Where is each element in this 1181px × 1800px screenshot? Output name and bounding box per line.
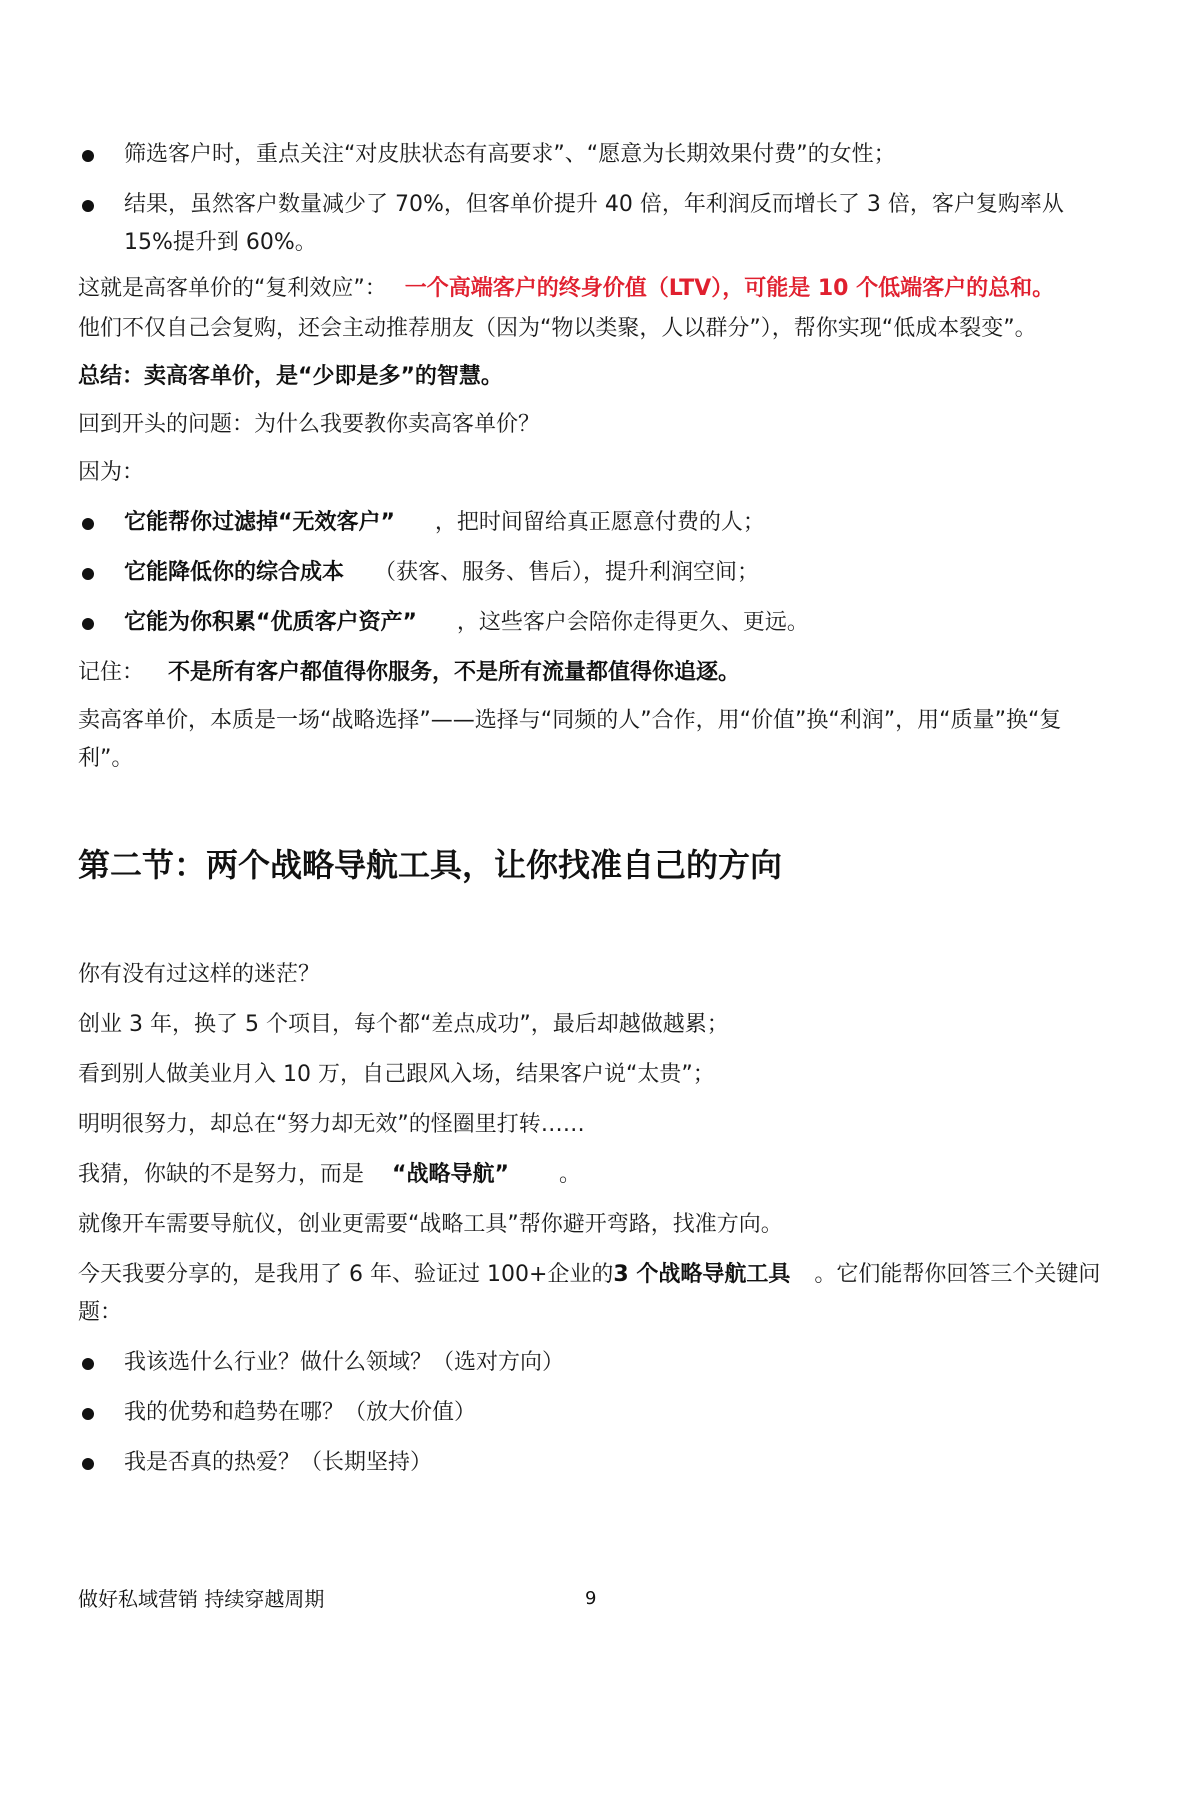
remember-line: 记住： 不是所有客户都值得你服务，不是所有流量都值得你追逐。 bbox=[78, 660, 741, 685]
list-item: 筛选客户时，重点关注“对皮肤状态有高要求”、“愿意为长期效果付费”的女性； bbox=[78, 136, 1111, 174]
footer-title: 做好私域营销 持续穿越周期 bbox=[78, 1587, 325, 1611]
compound-effect-continuation: 他们不仅自己会复购，还会主动推荐朋友（因为“物以类聚，人以群分”），帮你实现“低成本裂变”。 bbox=[78, 316, 1037, 341]
section-title: 第二节：两个战略导航工具，让你找准自己的方向 bbox=[78, 846, 783, 884]
question-item: 我是否真的热爱？（长期坚持） bbox=[78, 1444, 1111, 1482]
intro-line: 明明很努力，却总在“努力却无效”的怪圈里打转…… bbox=[78, 1112, 585, 1137]
analogy-line: 就像开车需要导航仪，创业更需要“战略工具”帮你避开弯路，找准方向。 bbox=[78, 1212, 783, 1237]
summary-text: 总结：卖高客单价，是“少即是多”的智慧。 bbox=[78, 364, 503, 389]
intro-line: 你有没有过这样的迷茫？ bbox=[78, 962, 321, 987]
compound-effect-line: 这就是高客单价的“复利效应”： 一个高端客户的终身价值（LTV），可能是 10 个低端客户的总和。 bbox=[78, 276, 1055, 301]
question-text: 回到开头的问题：为什么我要教你卖高客单价？ bbox=[78, 412, 541, 437]
reason-item: 它能帮你过滤掉“无效客户” ，把时间留给真正愿意付费的人； bbox=[78, 504, 1111, 542]
guess-line: 我猜，你缺的不是努力，而是 “战略导航” 。 bbox=[78, 1162, 581, 1187]
question-item: 我该选什么行业？做什么领域？（选对方向） bbox=[78, 1344, 1111, 1382]
ltv-highlight: 一个高端客户的终身价值（LTV），可能是 10 个低端客户的总和。 bbox=[404, 276, 1055, 301]
essence-paragraph: 卖高客单价，本质是一场“战略选择”——选择与“同频的人”合作，用“价值”换“利润”，用“质量”换“复利”。 bbox=[78, 708, 1062, 771]
because-text: 因为： bbox=[78, 460, 145, 485]
reason-item: 它能降低你的综合成本 （获客、服务、售后），提升利润空间； bbox=[78, 554, 1111, 592]
intro-line: 创业 3 年，换了 5 个项目，每个都“差点成功”，最后却越做越累； bbox=[78, 1012, 729, 1037]
share-paragraph: 今天我要分享的，是我用了 6 年、验证过 100+企业的3 个战略导航工具 。它们能帮你回答三个关键问题： bbox=[78, 1262, 1101, 1325]
question-item: 我的优势和趋势在哪？（放大价值） bbox=[78, 1394, 1111, 1432]
list-item: 结果，虽然客户数量减少了 70%，但客单价提升 40 倍，年利润反而增长了 3 倍，客户复购率从 15%提升到 60%。 bbox=[78, 186, 1111, 262]
page-number: 9 bbox=[585, 1588, 597, 1609]
reason-item: 它能为你积累“优质客户资产” ，这些客户会陪你走得更久、更远。 bbox=[78, 604, 1111, 642]
intro-line: 看到别人做美业月入 10 万，自己跟风入场，结果客户说“太贵”； bbox=[78, 1062, 715, 1087]
